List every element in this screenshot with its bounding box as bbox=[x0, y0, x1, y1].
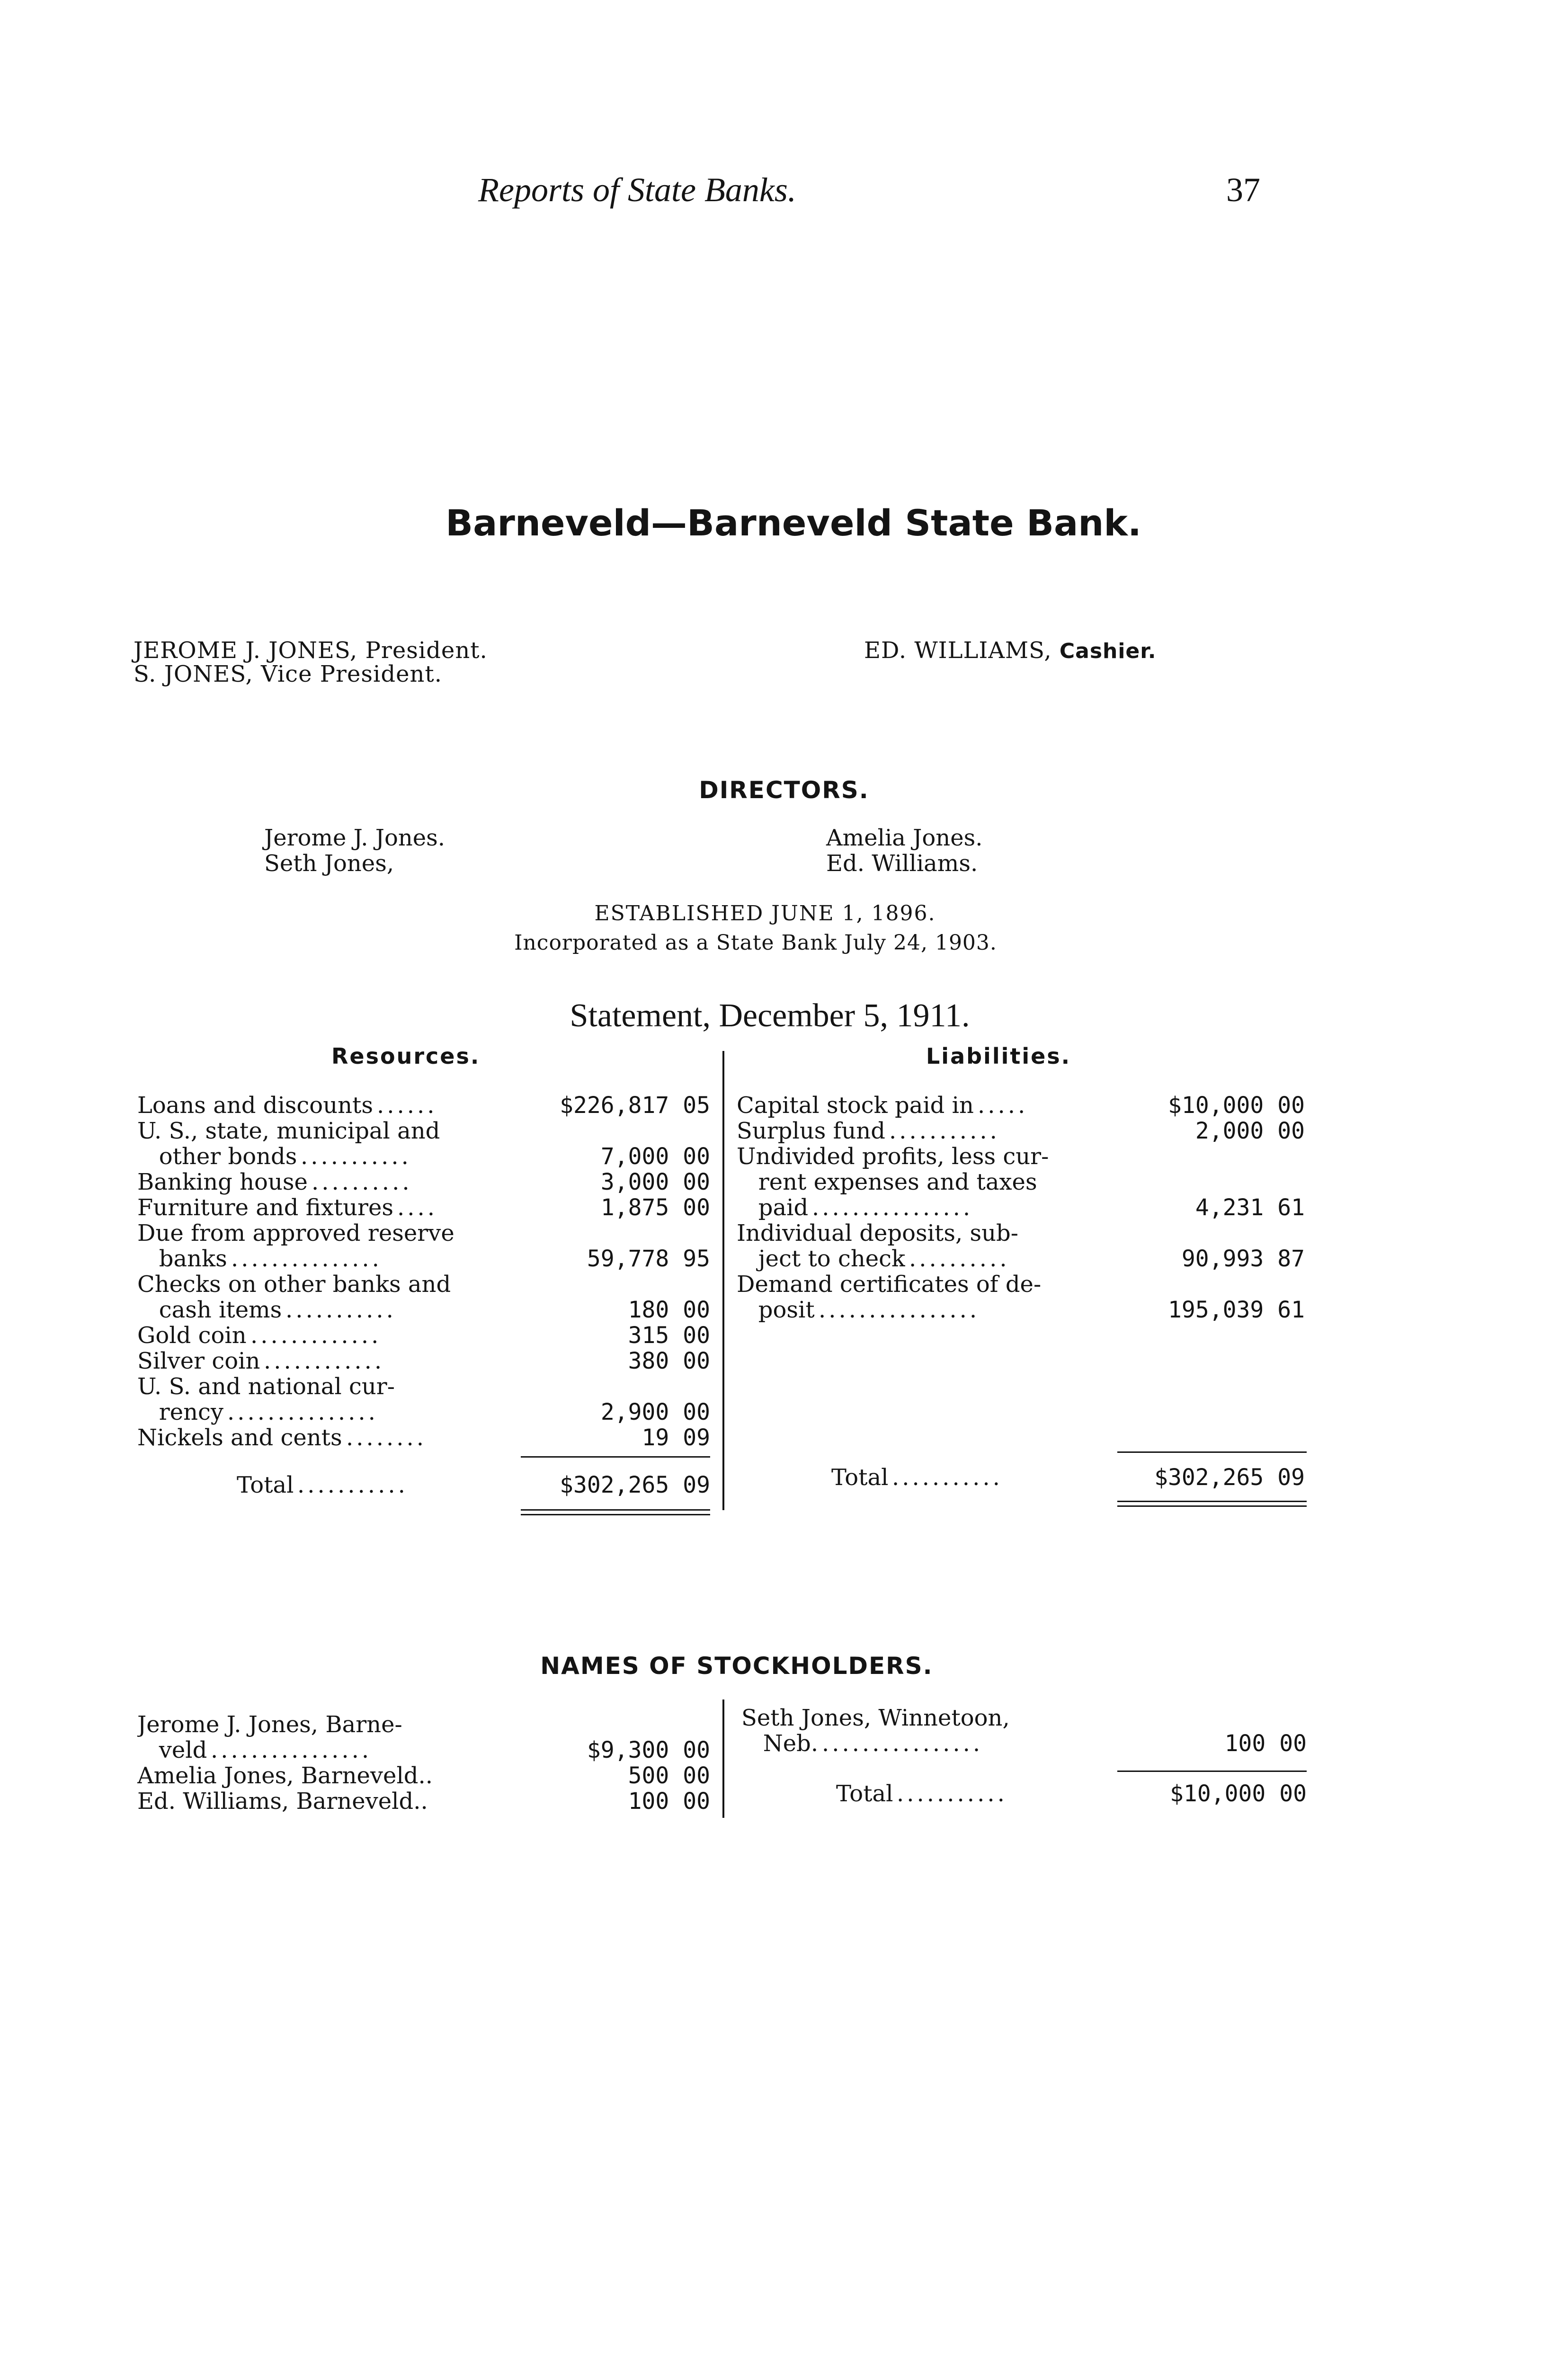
resources-total-row-leader-dots: ........... bbox=[297, 1472, 408, 1498]
stockholders-total-row-amount: $10,000 00 bbox=[1170, 1780, 1307, 1807]
liability-row bbox=[737, 1220, 1305, 1246]
stockholder-left-row-amount: 100 00 bbox=[628, 1788, 710, 1815]
resource-row-label: Furniture and fixtures bbox=[137, 1195, 394, 1220]
stockholders-column-divider bbox=[722, 1700, 724, 1818]
resource-row-label: Checks on other banks and bbox=[137, 1272, 451, 1297]
incorporated-date: Incorporated as a State Bank July 24, 1903. bbox=[514, 931, 997, 955]
stockholder-right-row bbox=[741, 1731, 1307, 1756]
resource-row-leader-dots: ............... bbox=[231, 1246, 382, 1272]
officer-president: JEROME J. JONES, President. bbox=[134, 637, 488, 664]
resources-total-row-amount: $302,265 09 bbox=[560, 1472, 710, 1498]
resource-row bbox=[137, 1425, 710, 1450]
liability-row-label: Undivided profits, less cur- bbox=[737, 1144, 1049, 1169]
resource-row-label: banks bbox=[137, 1246, 227, 1272]
running-title: Reports of State Banks. bbox=[478, 171, 796, 209]
resources-total-row bbox=[137, 1472, 710, 1498]
running-header bbox=[0, 170, 1568, 218]
liability-row-amount: 90,993 87 bbox=[1181, 1246, 1305, 1272]
liability-row-leader-dots: .......... bbox=[909, 1246, 1010, 1272]
stockholder-left-row-leader-dots: ................ bbox=[211, 1737, 372, 1763]
stockholder-right-row-leader-dots: ................ bbox=[822, 1731, 983, 1756]
stockholder-left-row-amount: 500 00 bbox=[628, 1762, 710, 1789]
resource-row-label: Nickels and cents bbox=[137, 1425, 342, 1450]
resource-row-leader-dots: .... bbox=[397, 1195, 438, 1220]
resource-row-amount: 7,000 00 bbox=[600, 1143, 710, 1170]
resource-row-label: Loans and discounts bbox=[137, 1093, 373, 1118]
resource-row-label: rency bbox=[137, 1399, 224, 1425]
stockholder-right-row-label: Seth Jones, Winnetoon, bbox=[741, 1705, 1010, 1731]
liability-row bbox=[737, 1169, 1305, 1195]
resource-row-leader-dots: ............ bbox=[264, 1348, 385, 1374]
stockholders-sum-rule bbox=[1117, 1771, 1307, 1772]
resource-row bbox=[137, 1399, 710, 1425]
statement-column-divider bbox=[722, 1051, 724, 1510]
liabilities-total-row-label: Total bbox=[831, 1465, 889, 1490]
cashier-role: Cashier. bbox=[1059, 639, 1157, 663]
stockholder-right-row-amount: 100 00 bbox=[1224, 1730, 1307, 1757]
liability-row-leader-dots: ................ bbox=[819, 1297, 980, 1323]
stockholder-left-row-label: Ed. Williams, Barneveld.. bbox=[137, 1789, 428, 1814]
liability-row-amount: 195,039 61 bbox=[1168, 1297, 1305, 1323]
stockholder-left-row bbox=[137, 1712, 710, 1737]
stockholder-left-row-label: veld bbox=[137, 1737, 207, 1763]
resource-row-label: U. S. and national cur- bbox=[137, 1374, 395, 1399]
liability-row-leader-dots: ................ bbox=[812, 1195, 973, 1220]
resource-row-amount: 315 00 bbox=[628, 1322, 710, 1349]
liability-row bbox=[737, 1297, 1305, 1323]
resource-row-amount: 59,778 95 bbox=[587, 1246, 710, 1272]
resources-double-rule-1 bbox=[521, 1509, 710, 1511]
resource-row-label: Silver coin bbox=[137, 1348, 260, 1374]
officer-vice-president: S. JONES, Vice President. bbox=[134, 661, 442, 687]
stockholder-right-row-label: Neb. bbox=[741, 1731, 819, 1756]
resource-row bbox=[137, 1144, 710, 1169]
resource-row-amount: $226,817 05 bbox=[560, 1092, 710, 1119]
resources-sum-rule bbox=[521, 1456, 710, 1458]
liability-row bbox=[737, 1093, 1305, 1118]
resource-row bbox=[137, 1297, 710, 1323]
resource-row-leader-dots: ...... bbox=[377, 1093, 437, 1118]
director-left-2: Seth Jones, bbox=[264, 850, 394, 877]
liability-row-label: Demand certificates of de- bbox=[737, 1272, 1042, 1297]
liability-row-label: ject to check bbox=[737, 1246, 906, 1272]
resource-row-leader-dots: ............... bbox=[227, 1399, 378, 1425]
resource-row bbox=[137, 1374, 710, 1399]
director-right-2: Ed. Williams. bbox=[826, 850, 978, 877]
resource-row-label: U. S., state, municipal and bbox=[137, 1118, 440, 1144]
liabilities-double-rule-1 bbox=[1117, 1501, 1307, 1502]
liability-row-amount: 2,000 00 bbox=[1195, 1118, 1305, 1144]
resource-row bbox=[137, 1093, 710, 1118]
resource-row bbox=[137, 1169, 710, 1195]
stockholders-total-row-label: Total bbox=[836, 1781, 893, 1806]
stockholder-left-row bbox=[137, 1763, 710, 1789]
stockholder-left-row-label: Amelia Jones, Barneveld.. bbox=[137, 1763, 433, 1789]
resource-row-leader-dots: .......... bbox=[312, 1169, 412, 1195]
resource-row-amount: 2,900 00 bbox=[600, 1399, 710, 1425]
resources-double-rule-2 bbox=[521, 1514, 710, 1515]
cashier-name: ED. WILLIAMS, bbox=[864, 637, 1052, 664]
officer-cashier bbox=[864, 637, 1156, 664]
resource-row bbox=[137, 1348, 710, 1374]
liability-row bbox=[737, 1246, 1305, 1272]
liability-row-amount: 4,231 61 bbox=[1195, 1194, 1305, 1221]
director-left-1: Jerome J. Jones. bbox=[264, 825, 445, 851]
directors-heading: DIRECTORS. bbox=[699, 776, 869, 804]
resource-row-label: Banking house bbox=[137, 1169, 308, 1195]
resources-total-row-label: Total bbox=[237, 1472, 294, 1498]
liability-row-label: paid bbox=[737, 1195, 809, 1220]
bank-title: Barneveld—Barneveld State Bank. bbox=[445, 502, 1141, 544]
resource-row-amount: 3,000 00 bbox=[600, 1169, 710, 1195]
established-date: ESTABLISHED JUNE 1, 1896. bbox=[594, 901, 936, 925]
stockholders-total-row-leader-dots: ........... bbox=[897, 1781, 1007, 1806]
liability-row-label: rent expenses and taxes bbox=[737, 1169, 1037, 1195]
page-number: 37 bbox=[1226, 171, 1260, 209]
resource-row-leader-dots: ........ bbox=[346, 1425, 427, 1450]
resource-row bbox=[137, 1246, 710, 1272]
liability-row-label: Surplus fund bbox=[737, 1118, 885, 1144]
liabilities-total-row-leader-dots: ........... bbox=[892, 1465, 1003, 1490]
resource-row-leader-dots: ............. bbox=[250, 1323, 382, 1348]
stockholders-heading: NAMES OF STOCKHOLDERS. bbox=[540, 1652, 933, 1680]
resource-row-amount: 19 09 bbox=[641, 1424, 710, 1451]
resource-row bbox=[137, 1220, 710, 1246]
liabilities-double-rule-2 bbox=[1117, 1505, 1307, 1507]
resource-row-leader-dots: ........... bbox=[285, 1297, 396, 1323]
liabilities-sum-rule bbox=[1117, 1451, 1307, 1453]
resource-row bbox=[137, 1272, 710, 1297]
stockholder-left-row-amount: $9,300 00 bbox=[587, 1737, 710, 1763]
liability-row bbox=[737, 1195, 1305, 1220]
liability-row-leader-dots: ..... bbox=[978, 1093, 1028, 1118]
stockholder-right-row bbox=[741, 1705, 1307, 1731]
resource-row bbox=[137, 1195, 710, 1220]
stockholder-left-row bbox=[137, 1789, 710, 1814]
resource-row-label: Due from approved reserve bbox=[137, 1220, 454, 1246]
resource-row-amount: 380 00 bbox=[628, 1348, 710, 1374]
liability-row-label: Individual deposits, sub- bbox=[737, 1220, 1018, 1246]
director-right-1: Amelia Jones. bbox=[826, 825, 983, 851]
resource-row-amount: 180 00 bbox=[628, 1297, 710, 1323]
resource-row-label: cash items bbox=[137, 1297, 282, 1323]
statement-date: Statement, December 5, 1911. bbox=[570, 997, 970, 1034]
resource-row bbox=[137, 1323, 710, 1348]
liabilities-total-row-amount: $302,265 09 bbox=[1154, 1464, 1305, 1491]
liability-row-amount: $10,000 00 bbox=[1168, 1092, 1305, 1119]
resource-row-amount: 1,875 00 bbox=[600, 1194, 710, 1221]
stockholder-left-row-label: Jerome J. Jones, Barne- bbox=[137, 1712, 402, 1737]
resource-row-label: Gold coin bbox=[137, 1323, 247, 1348]
resource-row bbox=[137, 1118, 710, 1144]
resource-row-leader-dots: ........... bbox=[301, 1144, 411, 1169]
stockholders-total-row bbox=[741, 1781, 1307, 1806]
liabilities-heading: Liabilities. bbox=[926, 1043, 1071, 1069]
liability-row bbox=[737, 1118, 1305, 1144]
liabilities-total-row bbox=[737, 1465, 1305, 1490]
liability-row-label: posit bbox=[737, 1297, 815, 1323]
resources-heading: Resources. bbox=[331, 1043, 481, 1069]
liability-row bbox=[737, 1144, 1305, 1169]
resource-row-label: other bonds bbox=[137, 1144, 297, 1169]
liability-row-leader-dots: ........... bbox=[889, 1118, 1000, 1144]
stockholder-left-row bbox=[137, 1737, 710, 1763]
liability-row-label: Capital stock paid in bbox=[737, 1093, 974, 1118]
liability-row bbox=[737, 1272, 1305, 1297]
